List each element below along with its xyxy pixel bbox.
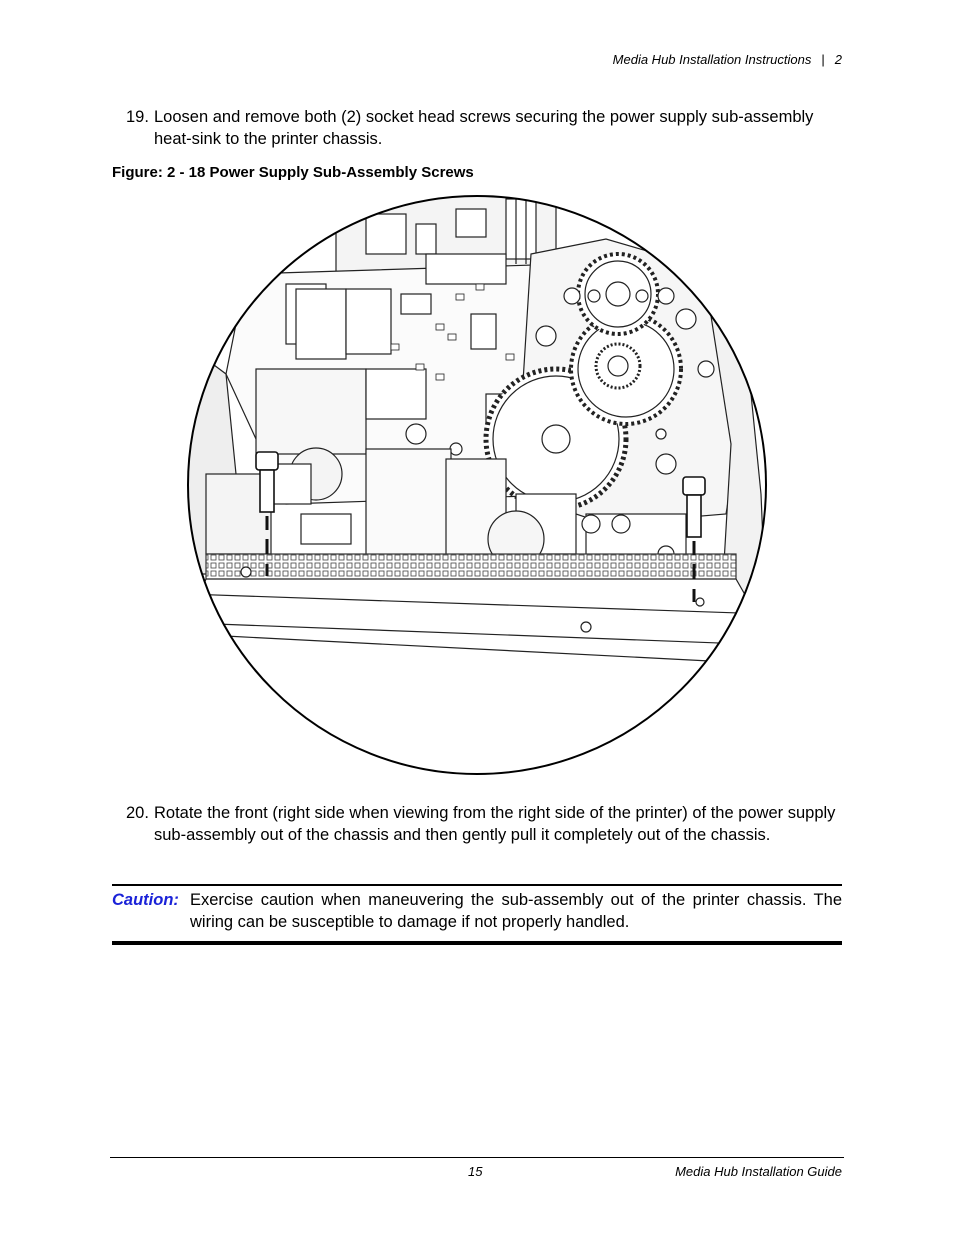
page-header [613,52,842,67]
footer-divider [110,1157,844,1158]
figure-caption: Figure: 2 - 18 Power Supply Sub-Assembly Screws [112,164,474,181]
step-20 [126,802,842,846]
step-text: Loosen and remove both (2) socket head screws securing the power supply sub-assembly heat-sink to the printer chassis. [154,108,814,148]
step-number: 19. [126,108,149,126]
step-number: 20. [126,804,149,822]
caution-text: Exercise caution when maneuvering the sub-assembly out of the printer chassis. The wiring can be susceptible to damage if not properly handled. [190,891,842,931]
header-section: 2 [834,52,842,67]
caution-box [112,884,842,945]
header-separator: | [821,52,825,67]
step-text: Rotate the front (right side when viewing from the right side of the printer) of the power supply sub-assembly out of the chassis and then gently pull it completely out of the chassis. [154,804,836,844]
caution-label: Caution: [112,891,179,909]
step-19 [126,106,842,150]
header-title: Media Hub Installation Instructions [612,52,812,67]
footer-title: Media Hub Installation Guide [675,1164,842,1179]
page-number: 15 [468,1164,483,1179]
power-supply-screws-illustration [186,194,768,776]
